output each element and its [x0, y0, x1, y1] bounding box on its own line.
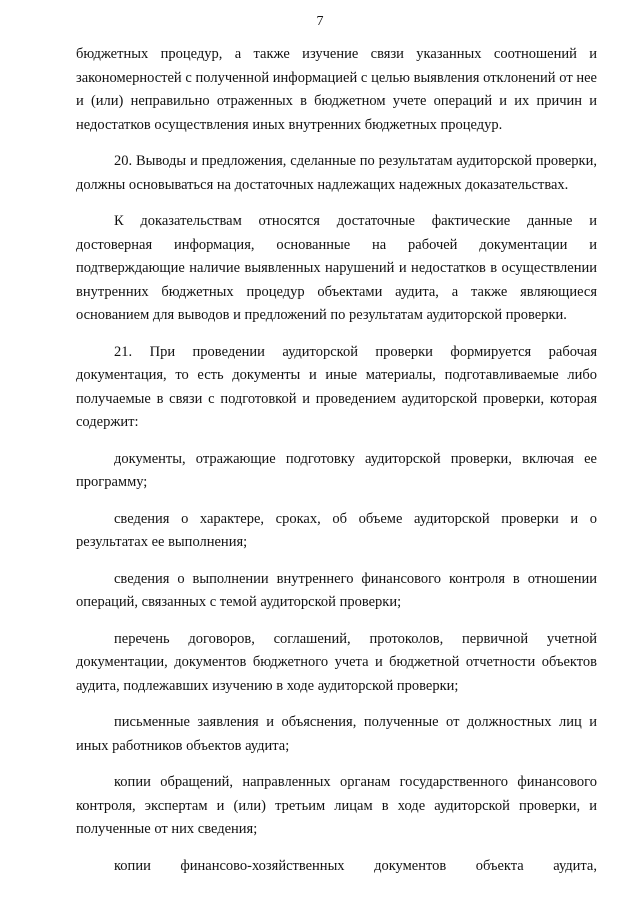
list-item-scope-information: сведения о характере, сроках, об объеме аудиторской проверки и о результатах ее выполнения;: [76, 510, 597, 550]
list-item-contracts-list: перечень договоров, соглашений, протоколов, первичной учетной документации, документов бюджетного учета и бюджетной отчетности объектов аудита, подлежавших изучению в ходе аудиторской проверки;: [76, 630, 597, 694]
page-body: [76, 43, 597, 878]
list-item-financial-document-copies: копии финансово-хозяйственных документов объекта аудита,: [114, 857, 597, 874]
page-number: 7: [316, 14, 324, 29]
list-item-internal-control-information: сведения о выполнении внутреннего финансового контроля в отношении операций, связанных с темой аудиторской проверки;: [76, 570, 597, 610]
list-item-written-statements: письменные заявления и объяснения, полученные от должностных лиц и иных работников объектов аудита;: [76, 714, 597, 754]
paragraph-continuation: бюджетных процедур, а также изучение связи указанных соотношений и закономерностей с полученной информацией с целью выявления отклонений от нее и (или) неправильно отраженных в бюджетном учете операций и их причин и недостатков осуществления иных внутренних бюджетных процедур.: [76, 46, 597, 133]
list-item-preparation-documents: документы, отражающие подготовку аудиторской проверки, включая ее программу;: [76, 450, 597, 490]
paragraph-item-20: 20. Выводы и предложения, сделанные по результатам аудиторской проверки, должны основываться на достаточных надлежащих надежных доказательствах.: [76, 153, 597, 193]
paragraph-evidence-definition: К доказательствам относятся достаточные фактические данные и достоверная информация, основанные на рабочей документации и подтверждающие наличие выявленных нарушений и недостатков в осуществлении внутренних бюджетных процедур объектами аудита, а также являющиеся основанием для выводов и предложений по результатам аудиторской проверки.: [76, 213, 597, 323]
paragraph-item-21: 21. При проведении аудиторской проверки формируется рабочая документация, то есть документы и иные материалы, подготавливаемые либо получаемые в связи с подготовкой и проведением аудиторской проверки, которая содержит:: [76, 343, 597, 430]
list-item-appeal-copies: копии обращений, направленных органам государственного финансового контроля, экспертам и (или) третьим лицам в ходе аудиторской проверки, и полученные от них сведения;: [76, 774, 597, 837]
